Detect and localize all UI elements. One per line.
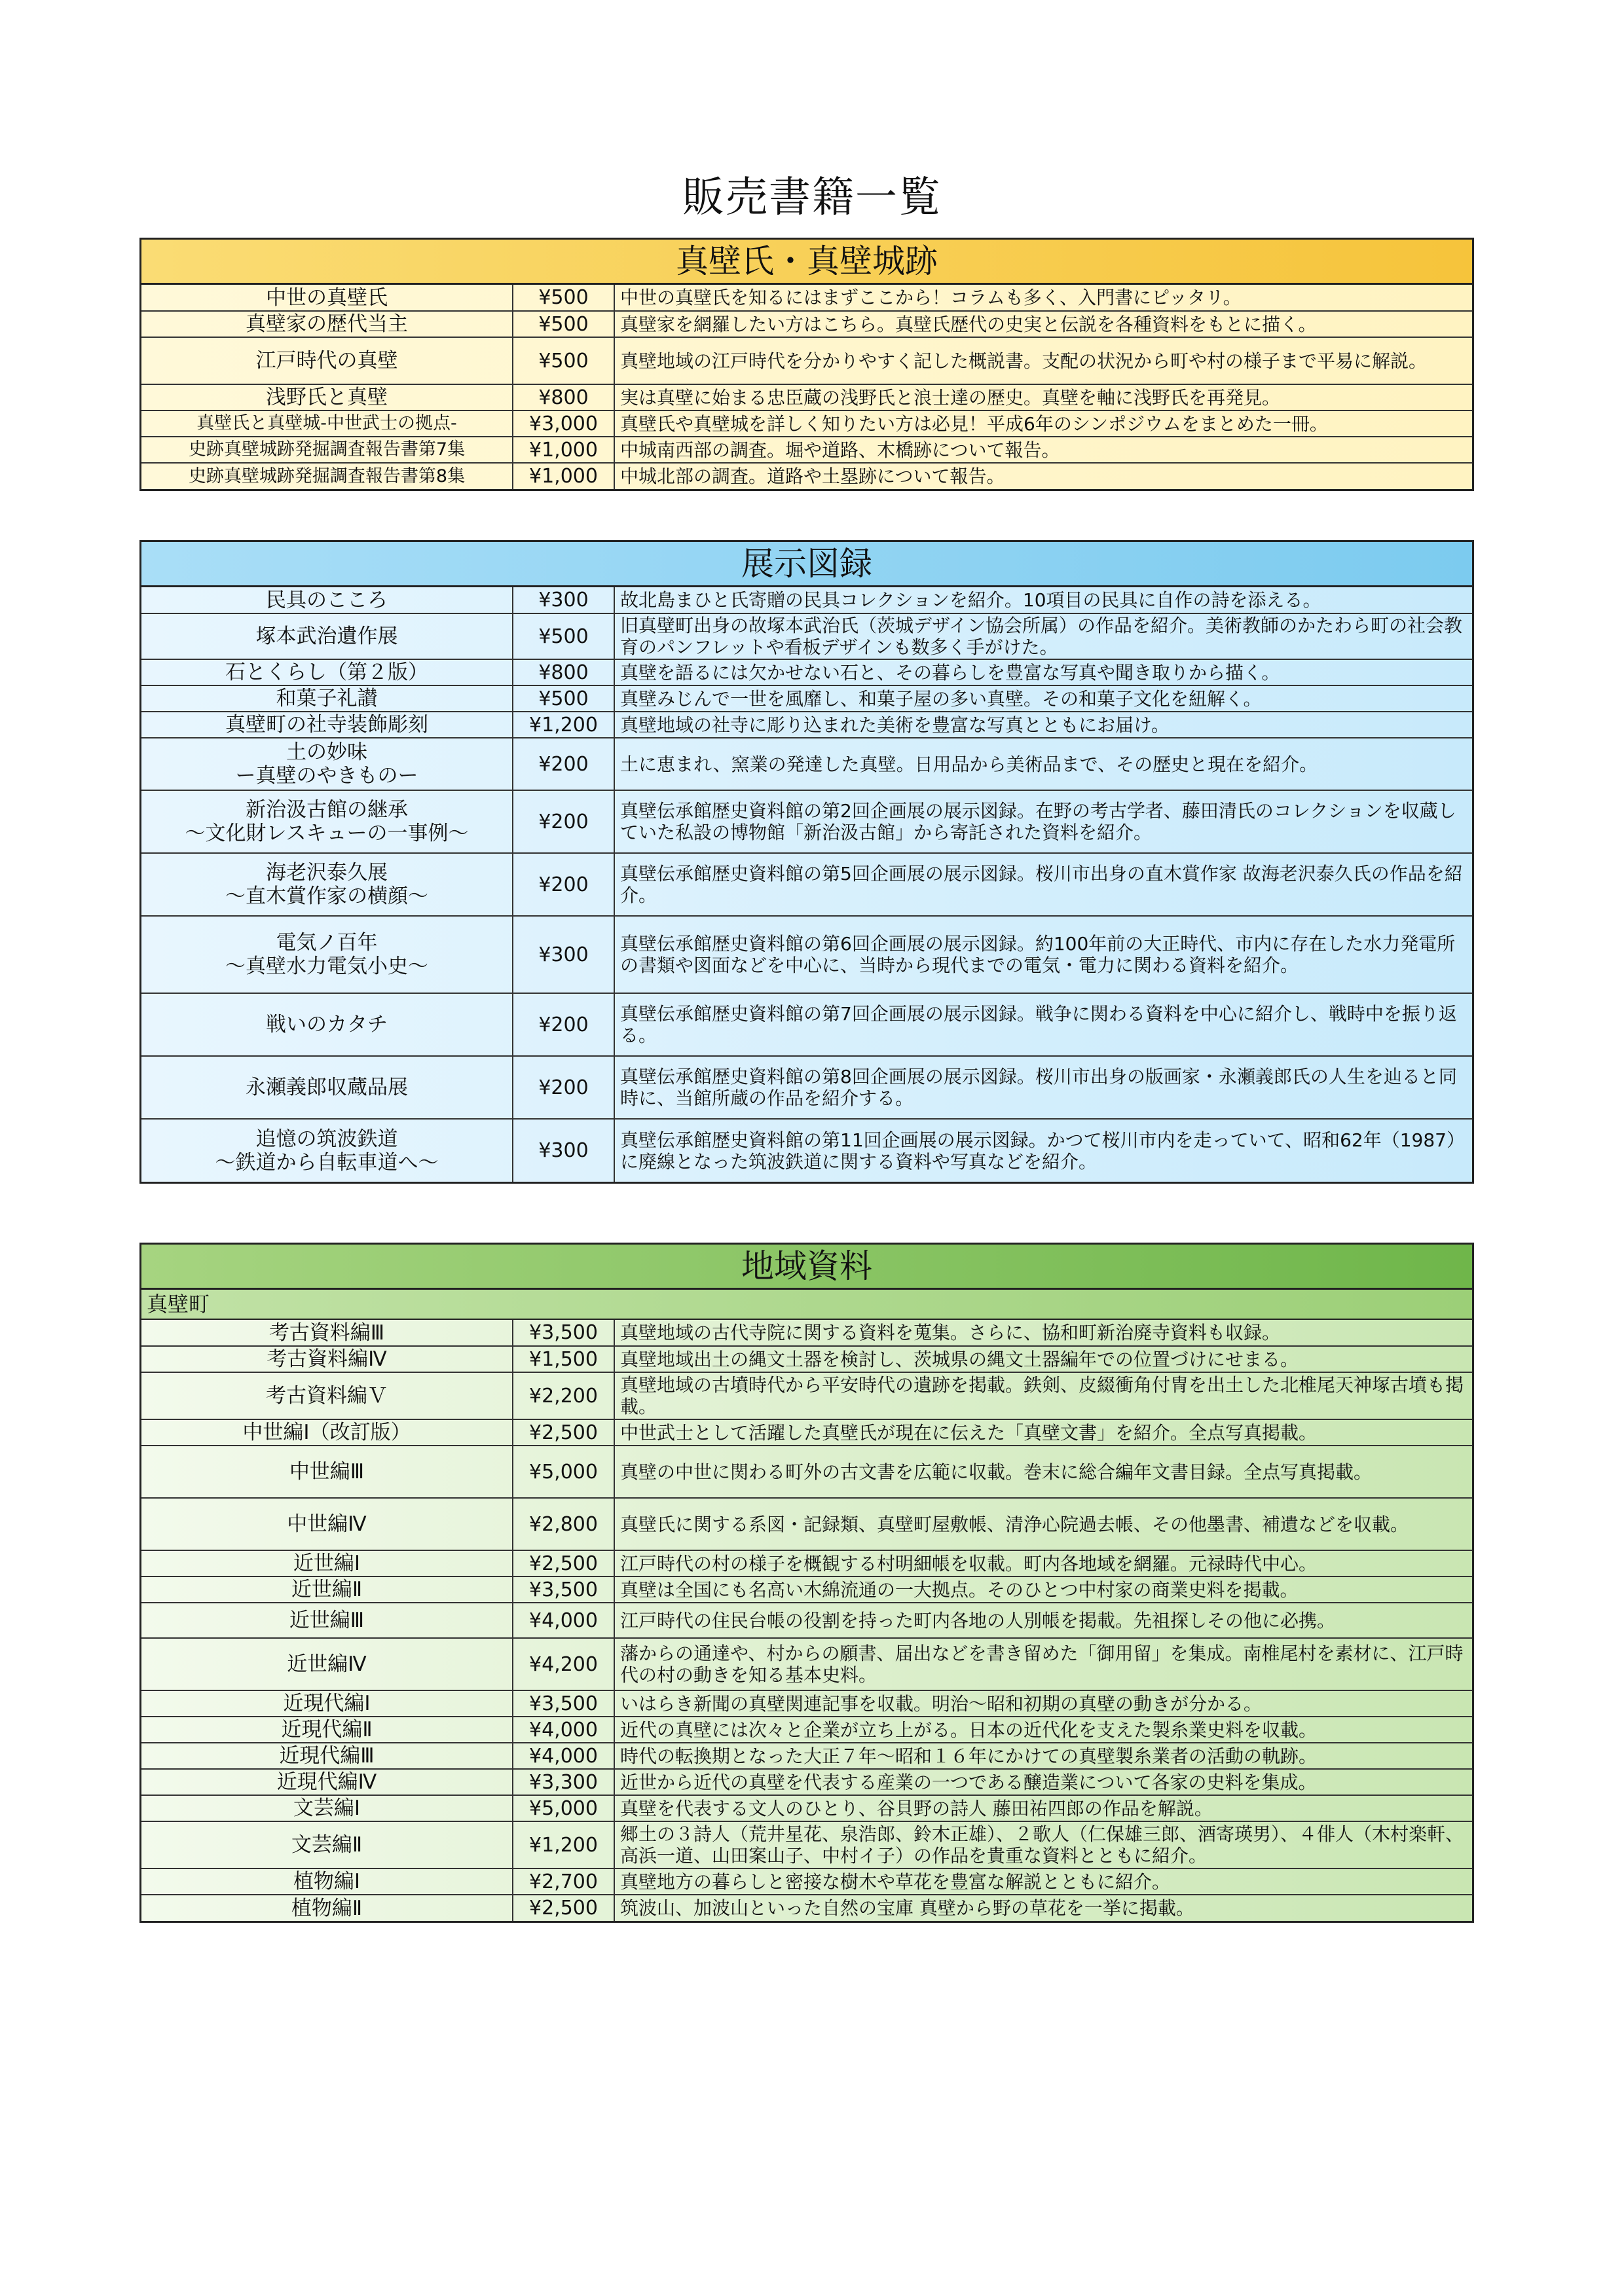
book-title: 近現代編Ⅰ: [283, 1692, 371, 1715]
table-row: [141, 1550, 1472, 1576]
book-table: [141, 587, 1472, 1182]
book-title: 近現代編Ⅳ: [276, 1770, 377, 1794]
book-price: ¥200: [513, 853, 614, 916]
section-regional-materials: [139, 1243, 1474, 1923]
book-price: ¥500: [513, 285, 614, 311]
book-description: 真壁の中世に関わる町外の古文書を広範に収載。巻末に総合編年文書目録。全点写真掲載。: [614, 1446, 1472, 1498]
book-title-cell: [141, 1419, 513, 1446]
book-title-cell: [141, 285, 513, 311]
book-price: ¥1,000: [513, 437, 614, 463]
book-price: ¥3,000: [513, 410, 614, 437]
book-title-cell: [141, 1119, 513, 1182]
book-price: ¥1,200: [513, 1821, 614, 1868]
table-row: [141, 1056, 1472, 1119]
book-title: 民具のこころ: [266, 588, 388, 612]
book-title-cell: [141, 1576, 513, 1603]
book-price: ¥3,500: [513, 1690, 614, 1717]
book-description: 真壁みじんで一世を風靡し、和菓子屋の多い真壁。その和菓子文化を紐解く。: [614, 685, 1472, 712]
book-title-cell: [141, 1895, 513, 1921]
book-price: ¥500: [513, 337, 614, 384]
book-title: 海老沢泰久展: [266, 861, 388, 884]
book-price: ¥2,800: [513, 1498, 614, 1550]
book-title-cell: [141, 1638, 513, 1690]
book-title: 塚本武治遺作展: [255, 625, 398, 648]
book-price: ¥4,000: [513, 1717, 614, 1743]
book-title: ー真壁のやきものー: [235, 764, 418, 788]
book-description: 真壁地域の古代寺院に関する資料を蒐集。さらに、協和町新治廃寺資料も収録。: [614, 1320, 1472, 1346]
book-description: 近代の真壁には次々と企業が立ち上がる。日本の近代化を支えた製糸業史料を収載。: [614, 1717, 1472, 1743]
book-price: ¥2,500: [513, 1895, 614, 1921]
section-header: 地域資料: [141, 1245, 1472, 1290]
book-description: 真壁家を網羅したい方はこちら。真壁氏歴代の史実と伝説を各種資料をもとに描く。: [614, 311, 1472, 337]
book-title: ～鉄道から自転車道へ～: [215, 1150, 439, 1175]
book-title-cell: [141, 659, 513, 685]
book-price: ¥200: [513, 738, 614, 790]
book-title: 追憶の筑波鉄道: [255, 1127, 398, 1151]
book-title: 新治汲古館の継承: [246, 798, 408, 822]
table-row: [141, 1638, 1472, 1690]
book-title: 石とくらし（第２版）: [225, 661, 428, 684]
book-description: 郷土の３詩人（荒井星花、泉浩郎、鈴木正雄）、２歌人（仁保雄三郎、酒寄瑛男）、４俳人（木村楽軒、高浜一道、山田案山子、中村イ子）の作品を貴重な資料とともに紹介。: [614, 1821, 1472, 1868]
table-row: [141, 384, 1472, 410]
book-description: 近世から近代の真壁を代表する産業の一つである醸造業について各家の史料を集成。: [614, 1769, 1472, 1795]
table-row: [141, 1895, 1472, 1921]
book-description: 真壁を語るには欠かせない石と、その暮らしを豊富な写真や聞き取りから描く。: [614, 659, 1472, 685]
book-description: 旧真壁町出身の故塚本武治氏（茨城デザイン協会所属）の作品を紹介。美術教師のかたわら町の社会教育のパンフレットや看板デザインも数多く手がけた。: [614, 613, 1472, 659]
book-title: 戦いのカタチ: [266, 1013, 388, 1036]
table-row: [141, 916, 1472, 993]
book-title: 考古資料編Ⅲ: [268, 1321, 385, 1345]
book-price: ¥200: [513, 1056, 614, 1119]
book-title: 近世編Ⅱ: [291, 1578, 363, 1601]
book-description: 真壁伝承館歴史資料館の第6回企画展の展示図録。約100年前の大正時代、市内に存在した水力発電所の書類や図面などを中心に、当時から現代までの電気・電力に関わる資料を紹介。: [614, 916, 1472, 993]
book-title: 中世編Ⅲ: [289, 1460, 365, 1484]
book-title: ～文化財レスキューの一事例～: [185, 822, 469, 845]
table-row: [141, 1372, 1472, 1419]
book-description: 真壁は全国にも名高い木綿流通の一大拠点。そのひとつ中村家の商業史料を掲載。: [614, 1576, 1472, 1603]
book-title: 植物編Ⅱ: [291, 1896, 363, 1920]
book-title: 電気ノ百年: [276, 931, 378, 955]
book-title: 中世編Ⅰ（改訂版）: [242, 1421, 411, 1444]
book-description: 真壁伝承館歴史資料館の第8回企画展の展示図録。桜川市出身の版画家・永瀬義郎氏の人生を辿ると同時に、当館所蔵の作品を紹介する。: [614, 1056, 1472, 1119]
book-price: ¥1,200: [513, 712, 614, 738]
table-row: [141, 659, 1472, 685]
table-row: [141, 437, 1472, 463]
book-title-cell: [141, 587, 513, 613]
table-row: [141, 285, 1472, 311]
book-title-cell: [141, 1690, 513, 1717]
book-title: 近世編Ⅰ: [293, 1552, 361, 1575]
book-description: 筑波山、加波山といった自然の宝庫 真壁から野の草花を一挙に掲載。: [614, 1895, 1472, 1921]
table-row: [141, 1498, 1472, 1550]
book-title-cell: [141, 1868, 513, 1895]
book-price: ¥3,500: [513, 1576, 614, 1603]
book-price: ¥2,700: [513, 1868, 614, 1895]
book-title: ～直木賞作家の横顔～: [225, 884, 428, 908]
book-title-cell: [141, 1346, 513, 1372]
book-price: ¥1,500: [513, 1346, 614, 1372]
book-description: 真壁氏に関する系図・記録類、真壁町屋敷帳、清浄心院過去帳、その他墨書、補遺などを収載。: [614, 1498, 1472, 1550]
table-row: [141, 1821, 1472, 1868]
book-description: 真壁地方の暮らしと密接な樹木や草花を豊富な解説とともに紹介。: [614, 1868, 1472, 1895]
book-title-cell: [141, 916, 513, 993]
book-description: 真壁伝承館歴史資料館の第7回企画展の展示図録。戦争に関わる資料を中心に紹介し、戦時中を振り返る。: [614, 993, 1472, 1056]
book-title: 近世編Ⅳ: [287, 1652, 367, 1676]
table-row: [141, 1119, 1472, 1182]
book-description: 中城北部の調査。道路や土塁跡について報告。: [614, 463, 1472, 489]
book-title-cell: [141, 993, 513, 1056]
book-title-cell: [141, 1372, 513, 1419]
table-row: [141, 1346, 1472, 1372]
book-title: 文芸編Ⅰ: [293, 1796, 361, 1820]
book-price: ¥800: [513, 659, 614, 685]
book-title: 永瀬義郎収蔵品展: [246, 1076, 408, 1099]
book-table: [141, 285, 1472, 489]
section-exhibition-catalogs: [139, 540, 1474, 1184]
book-title: 文芸編Ⅱ: [291, 1833, 363, 1857]
book-description: 真壁地域の古墳時代から平安時代の遺跡を掲載。鉄剣、皮綴衝角付冑を出土した北椎尾天神塚古墳も掲載。: [614, 1372, 1472, 1419]
book-title: 植物編Ⅰ: [293, 1870, 361, 1893]
table-row: [141, 1603, 1472, 1638]
book-title-cell: [141, 1320, 513, 1346]
table-row: [141, 1320, 1472, 1346]
table-row: [141, 790, 1472, 853]
book-title-cell: [141, 311, 513, 337]
book-price: ¥300: [513, 587, 614, 613]
book-description: 土に恵まれ、窯業の発達した真壁。日用品から美術品まで、その歴史と現在を紹介。: [614, 738, 1472, 790]
book-title-cell: [141, 1550, 513, 1576]
book-description: 中世の真壁氏を知るにはまずここから！コラムも多く、入門書にピッタリ。: [614, 285, 1472, 311]
page-title: 販売書籍一覧: [682, 173, 942, 222]
book-title-cell: [141, 463, 513, 489]
book-description: 真壁伝承館歴史資料館の第2回企画展の展示図録。在野の考古学者、藤田清氏のコレクションを収蔵していた私設の博物館「新治汲古館」から寄託された資料を紹介。: [614, 790, 1472, 853]
book-title-cell: [141, 790, 513, 853]
book-title-cell: [141, 1795, 513, 1821]
book-title: 史跡真壁城跡発掘調査報告書第8集: [188, 465, 466, 486]
book-title: 近現代編Ⅲ: [279, 1744, 375, 1768]
book-description: 江戸時代の住民台帳の役割を持った町内各地の人別帳を掲載。先祖探しその他に必携。: [614, 1603, 1472, 1638]
table-row: [141, 613, 1472, 659]
book-description: 中世武士として活躍した真壁氏が現在に伝えた「真壁文書」を紹介。全点写真掲載。: [614, 1419, 1472, 1446]
book-title: 和菓子礼讃: [276, 687, 378, 710]
table-row: [141, 738, 1472, 790]
book-price: ¥2,500: [513, 1550, 614, 1576]
book-price: ¥2,200: [513, 1372, 614, 1419]
book-description: 時代の転換期となった大正７年～昭和１６年にかけての真壁製糸業者の活動の軌跡。: [614, 1743, 1472, 1769]
book-description: 実は真壁に始まる忠臣蔵の浅野氏と浪士達の歴史。真壁を軸に浅野氏を再発見。: [614, 384, 1472, 410]
book-table: [141, 1320, 1472, 1921]
book-price: ¥5,000: [513, 1795, 614, 1821]
book-title-cell: [141, 410, 513, 437]
table-row: [141, 1446, 1472, 1498]
table-row: [141, 463, 1472, 489]
book-price: ¥5,000: [513, 1446, 614, 1498]
book-price: ¥300: [513, 916, 614, 993]
book-title-cell: [141, 1603, 513, 1638]
book-title-cell: [141, 1769, 513, 1795]
table-row: [141, 685, 1472, 712]
table-row: [141, 1717, 1472, 1743]
book-title-cell: [141, 1446, 513, 1498]
book-title-cell: [141, 712, 513, 738]
book-price: ¥500: [513, 685, 614, 712]
book-description: 中城南西部の調査。堀や道路、木橋跡について報告。: [614, 437, 1472, 463]
table-row: [141, 410, 1472, 437]
book-title-cell: [141, 1821, 513, 1868]
book-description: 真壁伝承館歴史資料館の第11回企画展の展示図録。かつて桜川市内を走っていて、昭和62年（1987）に廃線となった筑波鉄道に関する資料や写真などを紹介。: [614, 1119, 1472, 1182]
book-title-cell: [141, 384, 513, 410]
book-title: 近世編Ⅲ: [289, 1609, 365, 1632]
book-title-cell: [141, 853, 513, 916]
book-title: 中世編Ⅳ: [287, 1512, 367, 1536]
table-row: [141, 1795, 1472, 1821]
table-row: [141, 993, 1472, 1056]
book-title: 考古資料編Ⅳ: [267, 1347, 387, 1371]
book-title-cell: [141, 1498, 513, 1550]
table-row: [141, 853, 1472, 916]
book-description: 故北島まひと氏寄贈の民具コレクションを紹介。10項目の民具に自作の詩を添える。: [614, 587, 1472, 613]
table-row: [141, 337, 1472, 384]
book-price: ¥2,500: [513, 1419, 614, 1446]
table-row: [141, 1576, 1472, 1603]
book-title: 土の妙味: [286, 740, 367, 764]
book-title: 中世の真壁氏: [266, 285, 388, 310]
book-title: ～真壁水力電気小史～: [225, 955, 428, 978]
book-description: 真壁氏や真壁城を詳しく知りたい方は必見！平成6年のシンポジウムをまとめた一冊。: [614, 410, 1472, 437]
table-row: [141, 311, 1472, 337]
book-price: ¥1,000: [513, 463, 614, 489]
book-title: 江戸時代の真壁: [255, 349, 398, 373]
book-price: ¥300: [513, 1119, 614, 1182]
section-makabe-clan: [139, 238, 1474, 491]
book-price: ¥4,000: [513, 1743, 614, 1769]
book-description: いはらき新聞の真壁関連記事を収載。明治～昭和初期の真壁の動きが分かる。: [614, 1690, 1472, 1717]
book-description: 真壁伝承館歴史資料館の第5回企画展の展示図録。桜川市出身の直木賞作家 故海老沢泰久氏の作品を紹介。: [614, 853, 1472, 916]
book-description: 真壁地域の社寺に彫り込まれた美術を豊富な写真とともにお届け。: [614, 712, 1472, 738]
book-price: ¥4,000: [513, 1603, 614, 1638]
book-title-cell: [141, 1056, 513, 1119]
book-title: 近現代編Ⅱ: [281, 1718, 373, 1741]
book-price: ¥4,200: [513, 1638, 614, 1690]
table-row: [141, 587, 1472, 613]
book-price: ¥3,500: [513, 1320, 614, 1346]
table-row: [141, 712, 1472, 738]
book-price: ¥3,300: [513, 1769, 614, 1795]
table-row: [141, 1690, 1472, 1717]
section-header: 展示図録: [141, 542, 1472, 587]
table-row: [141, 1419, 1472, 1446]
book-title-cell: [141, 685, 513, 712]
book-description: 真壁地域出土の縄文土器を検討し、茨城県の縄文土器編年での位置づけにせまる。: [614, 1346, 1472, 1372]
book-title: 真壁町の社寺装飾彫刻: [225, 713, 428, 737]
book-title-cell: [141, 613, 513, 659]
book-title-cell: [141, 437, 513, 463]
book-title: 真壁氏と真壁城-中世武士の拠点-: [196, 413, 457, 433]
book-price: ¥200: [513, 790, 614, 853]
book-title: 考古資料編Ｖ: [266, 1384, 388, 1408]
book-description: 真壁地域の江戸時代を分かりやすく記した概説書。支配の状況から町や村の様子まで平易に解説。: [614, 337, 1472, 384]
book-description: 江戸時代の村の様子を概観する村明細帳を収載。町内各地域を網羅。元禄時代中心。: [614, 1550, 1472, 1576]
book-price: ¥800: [513, 384, 614, 410]
section-header: 真壁氏・真壁城跡: [141, 240, 1472, 285]
book-title: 史跡真壁城跡発掘調査報告書第7集: [188, 439, 466, 460]
book-title-cell: [141, 738, 513, 790]
book-price: ¥200: [513, 993, 614, 1056]
book-title-cell: [141, 1743, 513, 1769]
book-description: 真壁を代表する文人のひとり、谷貝野の詩人 藤田祐四郎の作品を解説。: [614, 1795, 1472, 1821]
table-row: [141, 1868, 1472, 1895]
table-row: [141, 1743, 1472, 1769]
book-title-cell: [141, 1717, 513, 1743]
book-description: 藩からの通達や、村からの願書、届出などを書き留めた「御用留」を集成。南椎尾村を素材に、江戸時代の村の動きを知る基本史料。: [614, 1638, 1472, 1690]
book-title: 浅野氏と真壁: [266, 386, 388, 409]
book-price: ¥500: [513, 311, 614, 337]
table-row: [141, 1769, 1472, 1795]
book-price: ¥500: [513, 613, 614, 659]
book-title-cell: [141, 337, 513, 384]
book-title: 真壁家の歴代当主: [246, 312, 408, 336]
section-subheader: 真壁町: [141, 1290, 1472, 1320]
